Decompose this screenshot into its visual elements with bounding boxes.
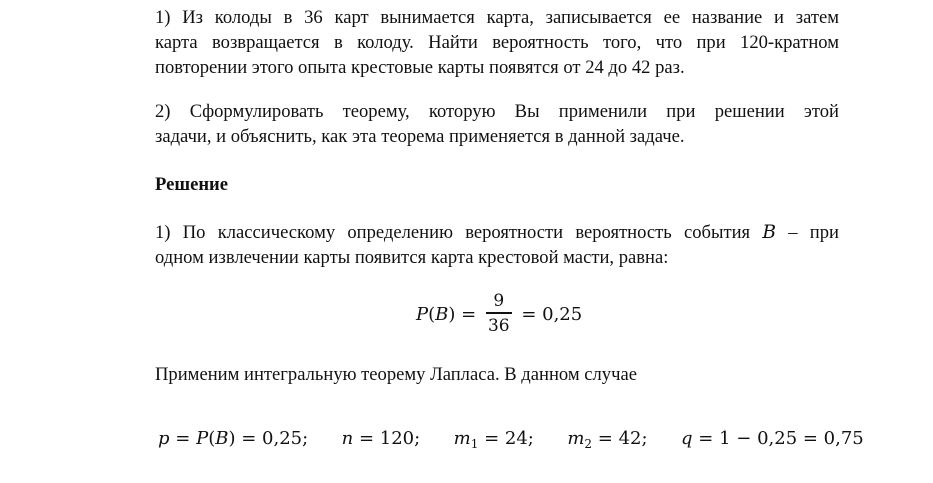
formula1-func: P [416,303,429,325]
parameters-formula [158,428,864,451]
param-n-value: 120; [379,428,421,449]
solution-intro-line-2: одном извлечении карты появится карта крестовой масти, равна: [155,247,669,268]
solution-intro [155,220,839,270]
task-item-1-line-3: повторении этого опыта крестовые карты появятся от 24 до 42 раз. [155,57,685,78]
param-m2-sub: 2 [584,437,593,451]
laplace-paragraph [155,362,839,387]
task-item-1-line-1: 1) Из колоды в 36 карт вынимается карта, записывается ее название и затем [155,7,839,28]
solution-heading: Решение [155,174,228,195]
param-m1-value: 24; [504,428,534,449]
formula1-result: 0,25 [542,303,583,325]
task-item-1 [155,5,839,80]
param-p-func: P [196,428,209,449]
param-m1-sub: 1 [470,437,479,451]
param-p-event: B [215,428,229,449]
solution-intro-text-after: – при [776,222,839,243]
param-n-eq: = [353,428,380,449]
param-p-open: ( [208,428,216,449]
formula1-var: B [435,303,449,325]
solution-intro-line-1 [155,220,839,245]
formula1-equals-2: = [515,303,543,325]
param-m1-var: m [453,428,471,449]
solution-intro-text-before: 1) По классическому определению вероятности вероятность события [155,222,763,243]
solution-intro-event: B [762,222,777,243]
param-q-var: q [681,428,693,449]
formula1-numerator: 9 [493,291,505,312]
param-p-eq2: = [235,428,263,449]
param-m1-eq: = [478,428,505,449]
formula1-denominator: 36 [487,315,510,336]
task-item-2-line-1: 2) Сформулировать теорему, которую Вы применили при решении этой [155,101,839,122]
param-m2-value: 42; [618,428,648,449]
param-q-expr: = 1 − 0,25 = 0,75 [692,428,864,449]
param-m2-eq: = [592,428,619,449]
param-p-var: p [158,428,170,449]
probability-formula [416,286,582,342]
formula1-equals: = [455,303,482,325]
formula1-close-paren: ) [448,303,456,325]
laplace-text: Применим интегральную теорему Лапласа. В данном случае [155,364,637,385]
param-p-eq: = [169,428,197,449]
param-n-var: n [341,428,354,449]
task-item-2 [155,99,839,149]
task-item-2-line-2: задачи, и объяснить, как эта теорема применяется в данной задаче. [155,126,685,147]
param-p-value: 0,25; [262,428,309,449]
formula1-fraction [486,290,512,337]
task-item-1-line-2: карта возвращается в колоду. Найти вероятность того, что при 120-кратном [155,32,839,53]
param-m2-var: m [567,428,585,449]
formula1-open-paren: ( [428,303,436,325]
param-p-close: ) [228,428,236,449]
